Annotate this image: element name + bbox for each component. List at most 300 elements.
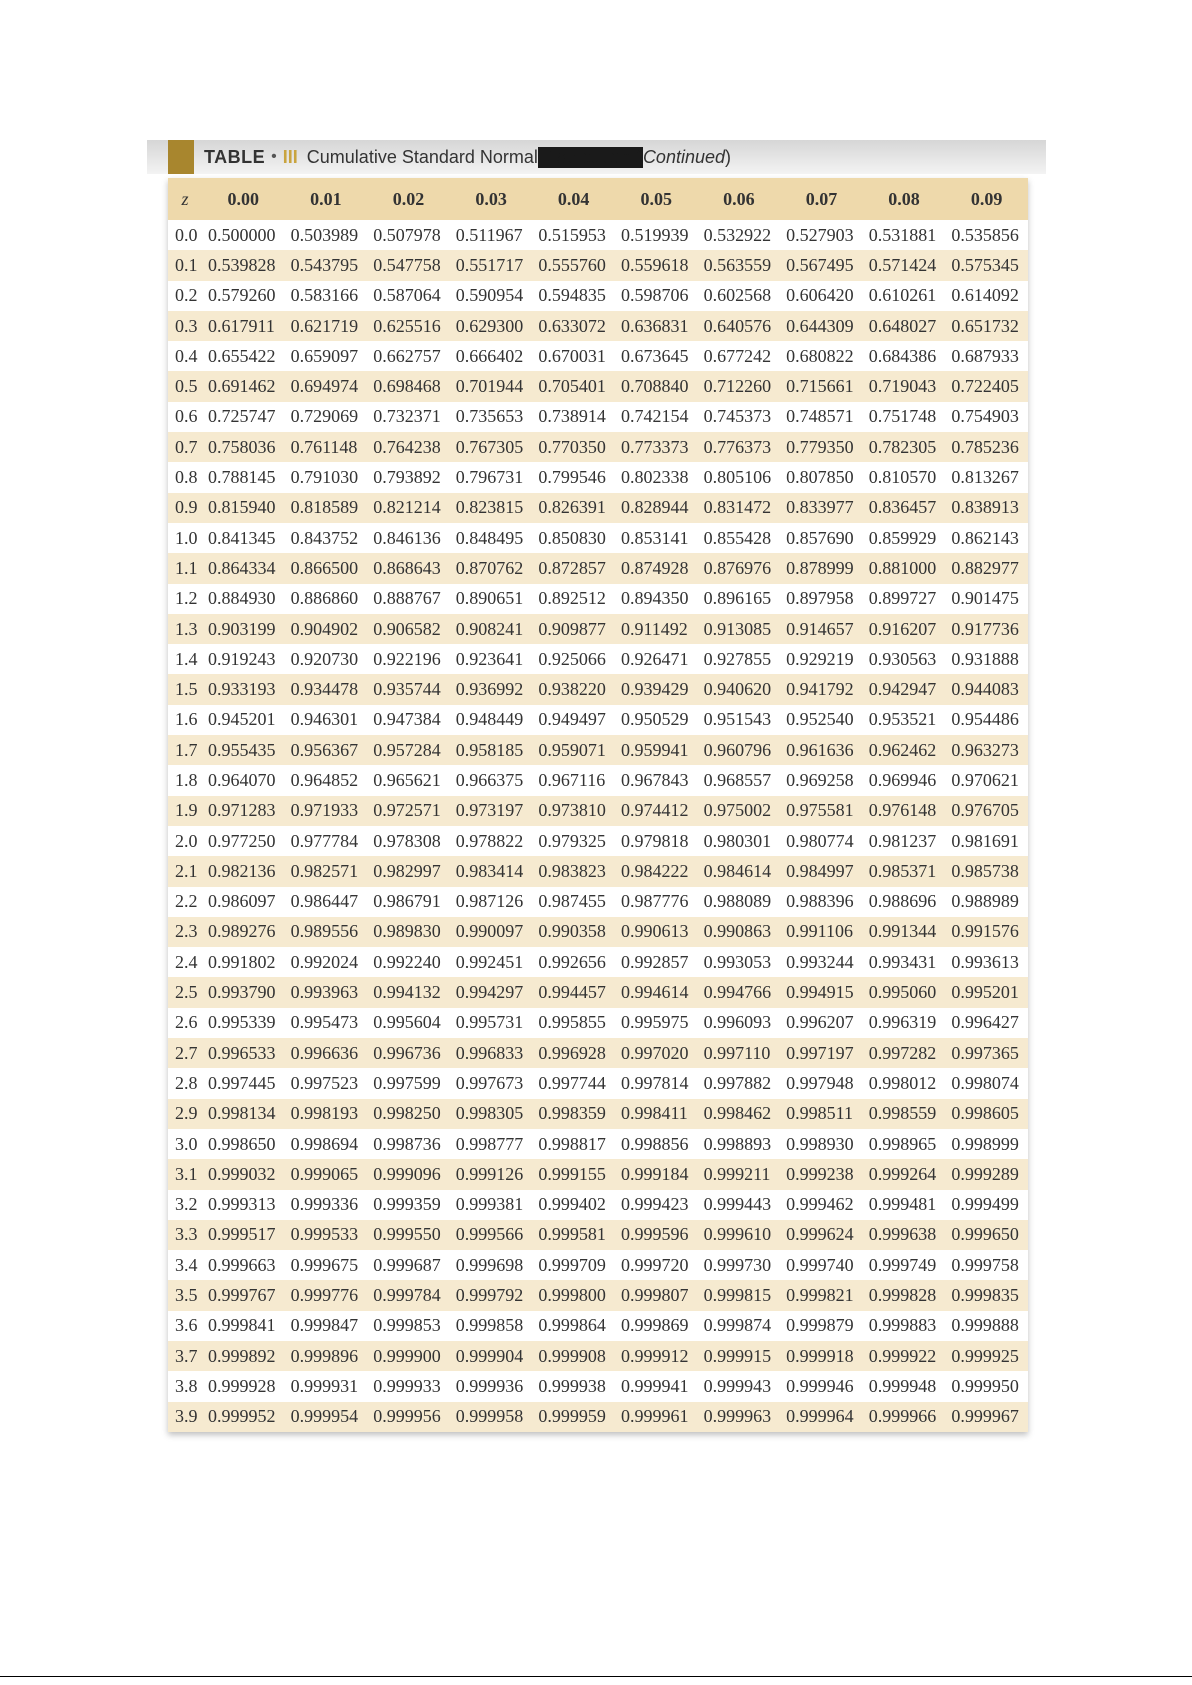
table-cell: 0.987776 bbox=[620, 891, 689, 912]
table-cell: 0.715661 bbox=[786, 376, 854, 397]
table-cell: 0.988396 bbox=[786, 891, 854, 912]
table-cell: 0.982997 bbox=[373, 860, 441, 881]
table-cell: 0.999922 bbox=[868, 1345, 937, 1366]
row-z-value: 0.5 bbox=[175, 376, 198, 397]
table-row bbox=[168, 765, 1028, 795]
table-cell: 0.725747 bbox=[208, 406, 276, 427]
table-cell: 0.836457 bbox=[868, 497, 937, 518]
table-cell: 0.575345 bbox=[951, 254, 1019, 275]
table-cell: 0.975581 bbox=[786, 800, 854, 821]
table-cell: 0.982571 bbox=[290, 860, 359, 881]
table-cell: 0.999948 bbox=[868, 1375, 937, 1396]
table-cell: 0.922196 bbox=[373, 648, 441, 669]
table-cell: 0.991106 bbox=[786, 921, 853, 942]
table-cell: 0.999954 bbox=[290, 1406, 359, 1427]
table-cell: 0.855428 bbox=[703, 527, 772, 548]
table-cell: 0.901475 bbox=[951, 588, 1019, 609]
column-header: 0.08 bbox=[888, 188, 920, 209]
table-cell: 0.999941 bbox=[620, 1375, 689, 1396]
table-cell: 0.991802 bbox=[208, 951, 276, 972]
table-cell: 0.866500 bbox=[290, 557, 359, 578]
table-cell: 0.999336 bbox=[290, 1194, 359, 1215]
table-cell: 0.999915 bbox=[703, 1345, 772, 1366]
row-z-value: 1.3 bbox=[175, 618, 198, 639]
table-cell: 0.662757 bbox=[373, 345, 441, 366]
column-header: 0.06 bbox=[723, 188, 755, 209]
table-cell: 0.999904 bbox=[455, 1345, 524, 1366]
table-cell: 0.972571 bbox=[373, 800, 441, 821]
table-cell: 0.996736 bbox=[373, 1042, 441, 1063]
table-cell: 0.992857 bbox=[620, 951, 689, 972]
table-cell: 0.996636 bbox=[290, 1042, 359, 1063]
table-cell: 0.999289 bbox=[951, 1163, 1019, 1184]
table-cell: 0.979818 bbox=[620, 830, 689, 851]
table-row bbox=[168, 1220, 1028, 1250]
table-cell: 0.955435 bbox=[208, 739, 276, 760]
table-cell: 0.999879 bbox=[786, 1315, 854, 1336]
table-cell: 0.770350 bbox=[538, 436, 606, 457]
table-row bbox=[168, 1280, 1028, 1310]
table-cell: 0.985738 bbox=[951, 860, 1019, 881]
table-row bbox=[168, 432, 1028, 462]
table-row bbox=[168, 553, 1028, 583]
table-cell: 0.745373 bbox=[703, 406, 772, 427]
table-cell: 0.997020 bbox=[620, 1042, 689, 1063]
table-cell: 0.904902 bbox=[290, 618, 359, 639]
row-z-value: 2.7 bbox=[175, 1042, 198, 1063]
table-cell: 0.722405 bbox=[951, 376, 1019, 397]
table-cell: 0.754903 bbox=[951, 406, 1019, 427]
table-cell: 0.999933 bbox=[373, 1375, 441, 1396]
table-cell: 0.993963 bbox=[290, 982, 359, 1003]
table-row bbox=[168, 341, 1028, 371]
table-cell: 0.999443 bbox=[703, 1194, 772, 1215]
table-cell: 0.934478 bbox=[290, 679, 359, 700]
table-cell: 0.995339 bbox=[208, 1012, 276, 1033]
table-cell: 0.625516 bbox=[373, 315, 441, 336]
table-cell: 0.571424 bbox=[868, 254, 937, 275]
table-cell: 0.995473 bbox=[290, 1012, 359, 1033]
table-cell: 0.980301 bbox=[703, 830, 772, 851]
table-cell: 0.979325 bbox=[538, 830, 606, 851]
table-cell: 0.999847 bbox=[290, 1315, 359, 1336]
table-cell: 0.848495 bbox=[455, 527, 524, 548]
table-cell: 0.998650 bbox=[208, 1133, 276, 1154]
table-cell: 0.999517 bbox=[208, 1224, 276, 1245]
row-z-value: 1.6 bbox=[175, 709, 198, 730]
table-cell: 0.519939 bbox=[620, 224, 689, 245]
table-cell: 0.999950 bbox=[951, 1375, 1019, 1396]
table-row bbox=[168, 1068, 1028, 1098]
table-cell: 0.994132 bbox=[373, 982, 441, 1003]
table-cell: 0.539828 bbox=[208, 254, 276, 275]
table-row bbox=[168, 977, 1028, 1007]
table-cell: 0.997365 bbox=[951, 1042, 1019, 1063]
table-row bbox=[168, 1099, 1028, 1129]
table-cell: 0.997599 bbox=[373, 1072, 441, 1093]
table-cell: 0.999767 bbox=[208, 1285, 276, 1306]
table-cell: 0.999925 bbox=[951, 1345, 1019, 1366]
table-cell: 0.841345 bbox=[208, 527, 276, 548]
table-cell: 0.999126 bbox=[455, 1163, 524, 1184]
row-z-value: 0.2 bbox=[175, 285, 198, 306]
table-row bbox=[168, 947, 1028, 977]
table-cell: 0.872857 bbox=[538, 557, 606, 578]
table-cell: 0.998074 bbox=[951, 1072, 1019, 1093]
row-z-value: 0.0 bbox=[175, 224, 198, 245]
table-cell: 0.925066 bbox=[538, 648, 606, 669]
table-body bbox=[168, 220, 1028, 1432]
table-cell: 0.988696 bbox=[868, 891, 937, 912]
table-cell: 0.999938 bbox=[538, 1375, 606, 1396]
table-cell: 0.965621 bbox=[373, 769, 441, 790]
table-cell: 0.563559 bbox=[703, 254, 772, 275]
row-z-value: 3.0 bbox=[175, 1133, 198, 1154]
table-cell: 0.933193 bbox=[208, 679, 276, 700]
table-row bbox=[168, 1250, 1028, 1280]
table-cell: 0.527903 bbox=[786, 224, 854, 245]
table-cell: 0.594835 bbox=[538, 285, 606, 306]
table-cell: 0.998411 bbox=[620, 1103, 688, 1124]
table-row bbox=[168, 1371, 1028, 1401]
table-cell: 0.712260 bbox=[703, 376, 772, 397]
table-cell: 0.993244 bbox=[786, 951, 854, 972]
column-header: 0.01 bbox=[310, 188, 342, 209]
table-row bbox=[168, 674, 1028, 704]
normal-distribution-table bbox=[168, 178, 1028, 1432]
table-cell: 0.999961 bbox=[620, 1406, 689, 1427]
table-cell: 0.999264 bbox=[868, 1163, 937, 1184]
table-cell: 0.999966 bbox=[868, 1406, 937, 1427]
table-cell: 0.999931 bbox=[290, 1375, 359, 1396]
table-cell: 0.998134 bbox=[208, 1103, 276, 1124]
table-cell: 0.950529 bbox=[620, 709, 689, 730]
table-cell: 0.997814 bbox=[620, 1072, 689, 1093]
table-cell: 0.999956 bbox=[373, 1406, 441, 1427]
title-table-number: III bbox=[282, 146, 298, 167]
table-cell: 0.648027 bbox=[868, 315, 937, 336]
table-cell: 0.999952 bbox=[208, 1406, 276, 1427]
table-cell: 0.978308 bbox=[373, 830, 441, 851]
row-z-value: 3.4 bbox=[175, 1254, 198, 1275]
table-cell: 0.985371 bbox=[868, 860, 937, 881]
table-cell: 0.999402 bbox=[538, 1194, 606, 1215]
table-cell: 0.587064 bbox=[373, 285, 441, 306]
row-z-value: 2.3 bbox=[175, 921, 198, 942]
table-cell: 0.967843 bbox=[620, 769, 689, 790]
table-cell: 0.971283 bbox=[208, 800, 276, 821]
table-cell: 0.881000 bbox=[868, 557, 937, 578]
table-cell: 0.999596 bbox=[620, 1224, 689, 1245]
table-cell: 0.507978 bbox=[373, 224, 441, 245]
table-cell: 0.998817 bbox=[538, 1133, 606, 1154]
table-cell: 0.999550 bbox=[373, 1224, 441, 1245]
row-z-value: 0.9 bbox=[175, 497, 198, 518]
table-title bbox=[168, 140, 731, 174]
table-cell: 0.758036 bbox=[208, 436, 276, 457]
table-cell: 0.981237 bbox=[868, 830, 937, 851]
table-cell: 0.998250 bbox=[373, 1103, 441, 1124]
table-cell: 0.606420 bbox=[786, 285, 854, 306]
table-cell: 0.999638 bbox=[868, 1224, 937, 1245]
table-cell: 0.963273 bbox=[951, 739, 1019, 760]
table-cell: 0.785236 bbox=[951, 436, 1019, 457]
table-cell: 0.602568 bbox=[703, 285, 772, 306]
table-cell: 0.621719 bbox=[290, 315, 359, 336]
table-cell: 0.998893 bbox=[703, 1133, 772, 1154]
row-z-value: 2.5 bbox=[175, 982, 198, 1003]
column-header: 0.02 bbox=[392, 188, 425, 209]
table-cell: 0.986791 bbox=[373, 891, 441, 912]
table-cell: 0.999184 bbox=[620, 1163, 689, 1184]
table-cell: 0.805106 bbox=[703, 467, 772, 488]
table-cell: 0.796731 bbox=[455, 467, 524, 488]
table-cell: 0.673645 bbox=[620, 345, 689, 366]
table-cell: 0.705401 bbox=[538, 376, 606, 397]
table-cell: 0.729069 bbox=[290, 406, 359, 427]
table-row bbox=[168, 1341, 1028, 1371]
table-cell: 0.916207 bbox=[868, 618, 937, 639]
table-cell: 0.952540 bbox=[786, 709, 854, 730]
table-cell: 0.859929 bbox=[868, 527, 937, 548]
table-cell: 0.894350 bbox=[620, 588, 689, 609]
table-row bbox=[168, 887, 1028, 917]
table-cell: 0.997948 bbox=[786, 1072, 854, 1093]
table-cell: 0.968557 bbox=[703, 769, 772, 790]
title-table-label: TABLE bbox=[204, 146, 266, 167]
table-cell: 0.975002 bbox=[703, 800, 772, 821]
table-cell: 0.547758 bbox=[373, 254, 441, 275]
table-cell: 0.532922 bbox=[703, 224, 772, 245]
table-cell: 0.957284 bbox=[373, 739, 441, 760]
row-z-value: 3.9 bbox=[175, 1406, 198, 1427]
table-cell: 0.687933 bbox=[951, 345, 1019, 366]
table-cell: 0.967116 bbox=[538, 769, 606, 790]
table-cell: 0.998559 bbox=[868, 1103, 937, 1124]
table-cell: 0.799546 bbox=[538, 467, 606, 488]
table-cell: 0.735653 bbox=[455, 406, 524, 427]
table-cell: 0.896165 bbox=[703, 588, 772, 609]
table-row bbox=[168, 523, 1028, 553]
table-cell: 0.684386 bbox=[868, 345, 937, 366]
table-cell: 0.997673 bbox=[455, 1072, 524, 1093]
table-cell: 0.598706 bbox=[620, 285, 689, 306]
row-z-value: 0.8 bbox=[175, 467, 198, 488]
table-cell: 0.773373 bbox=[620, 436, 689, 457]
table-row bbox=[168, 1008, 1028, 1038]
table-cell: 0.998511 bbox=[786, 1103, 853, 1124]
row-z-value: 0.6 bbox=[175, 406, 198, 427]
header-row bbox=[168, 178, 1028, 220]
table-cell: 0.941792 bbox=[786, 679, 854, 700]
table-cell: 0.919243 bbox=[208, 648, 276, 669]
table-cell: 0.939429 bbox=[620, 679, 689, 700]
table-cell: 0.998930 bbox=[786, 1133, 854, 1154]
table-cell: 0.994614 bbox=[620, 982, 689, 1003]
table-row bbox=[168, 371, 1028, 401]
table-cell: 0.742154 bbox=[620, 406, 689, 427]
table-cell: 0.999155 bbox=[538, 1163, 606, 1184]
table-cell: 0.998999 bbox=[951, 1133, 1019, 1154]
table-row bbox=[168, 1190, 1028, 1220]
table-cell: 0.551717 bbox=[455, 254, 524, 275]
table-row bbox=[168, 1402, 1028, 1432]
table-cell: 0.511967 bbox=[455, 224, 523, 245]
table-cell: 0.629300 bbox=[455, 315, 524, 336]
title-close-paren: ) bbox=[725, 146, 732, 167]
row-z-value: 0.4 bbox=[175, 345, 198, 366]
table-cell: 0.990097 bbox=[455, 921, 524, 942]
table-cell: 0.999864 bbox=[538, 1315, 606, 1336]
table-cell: 0.978822 bbox=[455, 830, 524, 851]
table-cell: 0.680822 bbox=[786, 345, 854, 366]
table-cell: 0.944083 bbox=[951, 679, 1019, 700]
table-cell: 0.991344 bbox=[868, 921, 937, 942]
table-cell: 0.999359 bbox=[373, 1194, 441, 1215]
table-cell: 0.990358 bbox=[538, 921, 606, 942]
table-cell: 0.908241 bbox=[455, 618, 524, 639]
row-z-value: 3.8 bbox=[175, 1375, 198, 1396]
table-cell: 0.719043 bbox=[868, 376, 937, 397]
table-cell: 0.810570 bbox=[868, 467, 937, 488]
table-cell: 0.999776 bbox=[290, 1285, 359, 1306]
table-cell: 0.929219 bbox=[786, 648, 854, 669]
table-cell: 0.973810 bbox=[538, 800, 606, 821]
row-z-value: 0.1 bbox=[175, 254, 198, 275]
table-cell: 0.993613 bbox=[951, 951, 1019, 972]
table-cell: 0.986447 bbox=[290, 891, 359, 912]
row-z-value: 2.2 bbox=[175, 891, 198, 912]
table-cell: 0.947384 bbox=[373, 709, 441, 730]
table-cell: 0.999967 bbox=[951, 1406, 1019, 1427]
table-cell: 0.971933 bbox=[290, 800, 359, 821]
table-cell: 0.999211 bbox=[703, 1163, 771, 1184]
table-cell: 0.923641 bbox=[455, 648, 524, 669]
table-cell: 0.999800 bbox=[538, 1285, 606, 1306]
table-cell: 0.976148 bbox=[868, 800, 937, 821]
table-cell: 0.999730 bbox=[703, 1254, 772, 1275]
table-row bbox=[168, 250, 1028, 280]
table-cell: 0.970621 bbox=[951, 769, 1019, 790]
table-cell: 0.999740 bbox=[786, 1254, 854, 1275]
row-z-value: 1.5 bbox=[175, 679, 198, 700]
table-cell: 0.983414 bbox=[455, 860, 524, 881]
table-cell: 0.666402 bbox=[455, 345, 524, 366]
table-cell: 0.748571 bbox=[786, 406, 854, 427]
table-row bbox=[168, 1159, 1028, 1189]
table-cell: 0.945201 bbox=[208, 709, 276, 730]
table-cell: 0.993053 bbox=[703, 951, 772, 972]
table-cell: 0.997744 bbox=[538, 1072, 606, 1093]
row-z-value: 1.7 bbox=[175, 739, 198, 760]
table-cell: 0.962462 bbox=[868, 739, 937, 760]
table-cell: 0.997110 bbox=[703, 1042, 771, 1063]
table-cell: 0.751748 bbox=[868, 406, 937, 427]
table-cell: 0.999963 bbox=[703, 1406, 772, 1427]
table-cell: 0.793892 bbox=[373, 467, 441, 488]
table-cell: 0.961636 bbox=[786, 739, 854, 760]
column-header: 0.03 bbox=[475, 188, 507, 209]
row-z-value: 0.7 bbox=[175, 436, 198, 457]
table-cell: 0.998777 bbox=[455, 1133, 524, 1154]
table-cell: 0.617911 bbox=[208, 315, 275, 336]
table-cell: 0.670031 bbox=[538, 345, 606, 366]
table-row bbox=[168, 614, 1028, 644]
table-cell: 0.999720 bbox=[620, 1254, 689, 1275]
table-cell: 0.987455 bbox=[538, 891, 606, 912]
table-cell: 0.838913 bbox=[951, 497, 1019, 518]
table-header bbox=[168, 178, 1028, 220]
table-cell: 0.999928 bbox=[208, 1375, 276, 1396]
row-z-value: 1.0 bbox=[175, 527, 198, 548]
table-cell: 0.959941 bbox=[620, 739, 689, 760]
table-cell: 0.999946 bbox=[786, 1375, 854, 1396]
column-header: 0.00 bbox=[227, 188, 260, 209]
table-cell: 0.994457 bbox=[538, 982, 606, 1003]
table-cell: 0.610261 bbox=[868, 285, 937, 306]
table-cell: 0.899727 bbox=[868, 588, 937, 609]
table-cell: 0.559618 bbox=[620, 254, 689, 275]
table-cell: 0.927855 bbox=[703, 648, 772, 669]
table-cell: 0.917736 bbox=[951, 618, 1019, 639]
table-cell: 0.782305 bbox=[868, 436, 937, 457]
table-cell: 0.999896 bbox=[290, 1345, 359, 1366]
table-cell: 0.966375 bbox=[455, 769, 524, 790]
table-cell: 0.994297 bbox=[455, 982, 524, 1003]
table-cell: 0.999610 bbox=[703, 1224, 772, 1245]
table-cell: 0.999749 bbox=[868, 1254, 937, 1275]
table-cell: 0.999381 bbox=[455, 1194, 524, 1215]
table-cell: 0.884930 bbox=[208, 588, 276, 609]
table-cell: 0.959071 bbox=[538, 739, 606, 760]
table-cell: 0.999853 bbox=[373, 1315, 441, 1336]
title-redacted-segment: Distribution ( bbox=[539, 146, 641, 167]
table-cell: 0.999792 bbox=[455, 1285, 524, 1306]
row-z-value: 2.0 bbox=[175, 830, 198, 851]
table-cell: 0.984222 bbox=[620, 860, 689, 881]
table-row bbox=[168, 402, 1028, 432]
table-cell: 0.938220 bbox=[538, 679, 606, 700]
table-cell: 0.999858 bbox=[455, 1315, 524, 1336]
table-cell: 0.821214 bbox=[373, 497, 441, 518]
table-cell: 0.996427 bbox=[951, 1012, 1019, 1033]
table-cell: 0.999566 bbox=[455, 1224, 524, 1245]
table-cell: 0.590954 bbox=[455, 285, 524, 306]
table-cell: 0.999900 bbox=[373, 1345, 441, 1366]
row-z-value: 3.7 bbox=[175, 1345, 198, 1366]
row-z-value: 1.4 bbox=[175, 648, 198, 669]
table-cell: 0.999807 bbox=[620, 1285, 689, 1306]
table-row bbox=[168, 220, 1028, 250]
table-cell: 0.886860 bbox=[290, 588, 359, 609]
table-cell: 0.980774 bbox=[786, 830, 854, 851]
table-cell: 0.995060 bbox=[868, 982, 937, 1003]
table-cell: 0.997197 bbox=[786, 1042, 854, 1063]
table-cell: 0.992451 bbox=[455, 951, 524, 972]
table-cell: 0.994915 bbox=[786, 982, 854, 1003]
table-cell: 0.996093 bbox=[703, 1012, 772, 1033]
table-cell: 0.992656 bbox=[538, 951, 606, 972]
table-cell: 0.909877 bbox=[538, 618, 606, 639]
table-cell: 0.636831 bbox=[620, 315, 689, 336]
table-row bbox=[168, 1038, 1028, 1068]
column-header: 0.04 bbox=[557, 188, 590, 209]
table-cell: 0.999032 bbox=[208, 1163, 276, 1184]
table-cell: 0.846136 bbox=[373, 527, 441, 548]
table-cell: 0.994766 bbox=[703, 982, 772, 1003]
table-cell: 0.998605 bbox=[951, 1103, 1019, 1124]
title-text: Cumulative Standard Normal bbox=[306, 146, 538, 167]
